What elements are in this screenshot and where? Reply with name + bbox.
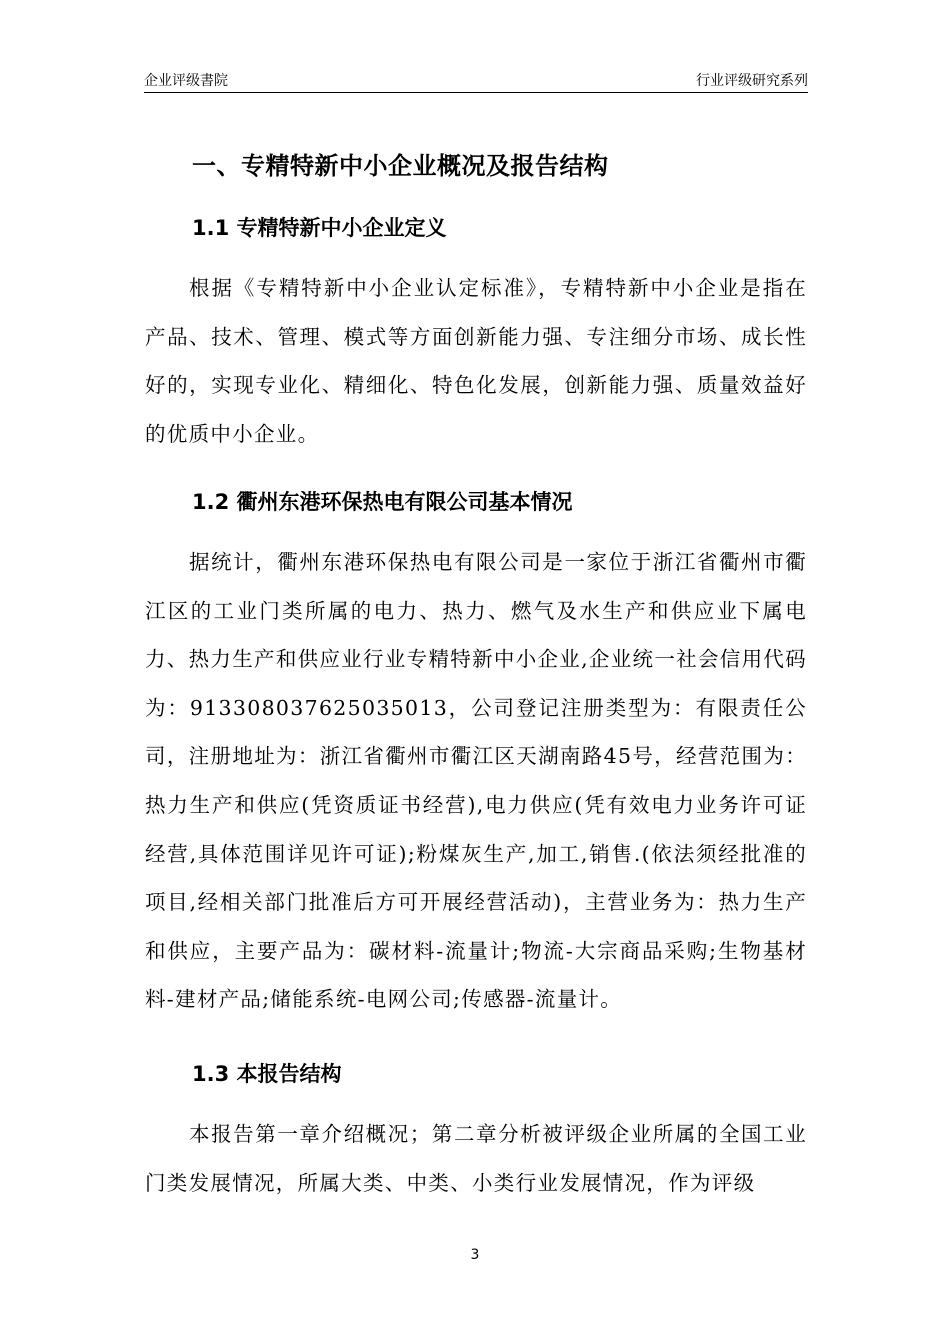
section-paragraph-1-3: 本报告第一章介绍概况；第二章分析被评级企业所属的全国工业门类发展情况，所属大类、中类、小类行业发展情况，作为评级	[145, 1122, 807, 1195]
chapter-title: 一、专精特新中小企业概况及报告结构	[192, 152, 609, 180]
section-paragraph-1-1: 根据《专精特新中小企业认定标准》，专精特新中小企业是指在产品、技术、管理、模式等方面创新能力强、专注细分市场、成长性好的，实现专业化、精细化、特色化发展，创新能力强、质量效益好的优质中小企业。	[145, 276, 807, 446]
page-number: 3	[470, 1247, 480, 1263]
header-right-title: 行业评级研究系列	[696, 73, 808, 89]
section-title-1-2: 1.2 衢州东港环保热电有限公司基本情况	[192, 490, 573, 514]
header-left-title: 企业评级書院	[144, 73, 228, 89]
section-title-1-1: 1.1 专精特新中小企业定义	[192, 216, 447, 240]
section-title-1-3: 1.3 本报告结构	[192, 1062, 342, 1086]
page-header	[144, 68, 808, 93]
section-paragraph-1-2: 据统计，衢州东港环保热电有限公司是一家位于浙江省衢州市衢江区的工业门类所属的电力、热力、燃气及水生产和供应业下属电力、热力生产和供应业行业专精特新中小企业,企业统一社会信用代码为：913308037625035013，公司登记注册类型为：有限责任公司，注册地址为：浙江省衢州市衢江区天湖南路45号，经营范围为：热力生产和供应(凭资质证书经营),电力供应(凭有效电力业务许可证经营,具体范围详见许可证);粉煤灰生产,加工,销售.(依法须经批准的项目,经相关部门批准后方可开展经营活动)，主营业务为：热力生产和供应，主要产品为：碳材料-流量计;物流-大宗商品采购;生物基材料-建材产品;储能系统-电网公司;传感器-流量计。	[145, 550, 807, 1012]
